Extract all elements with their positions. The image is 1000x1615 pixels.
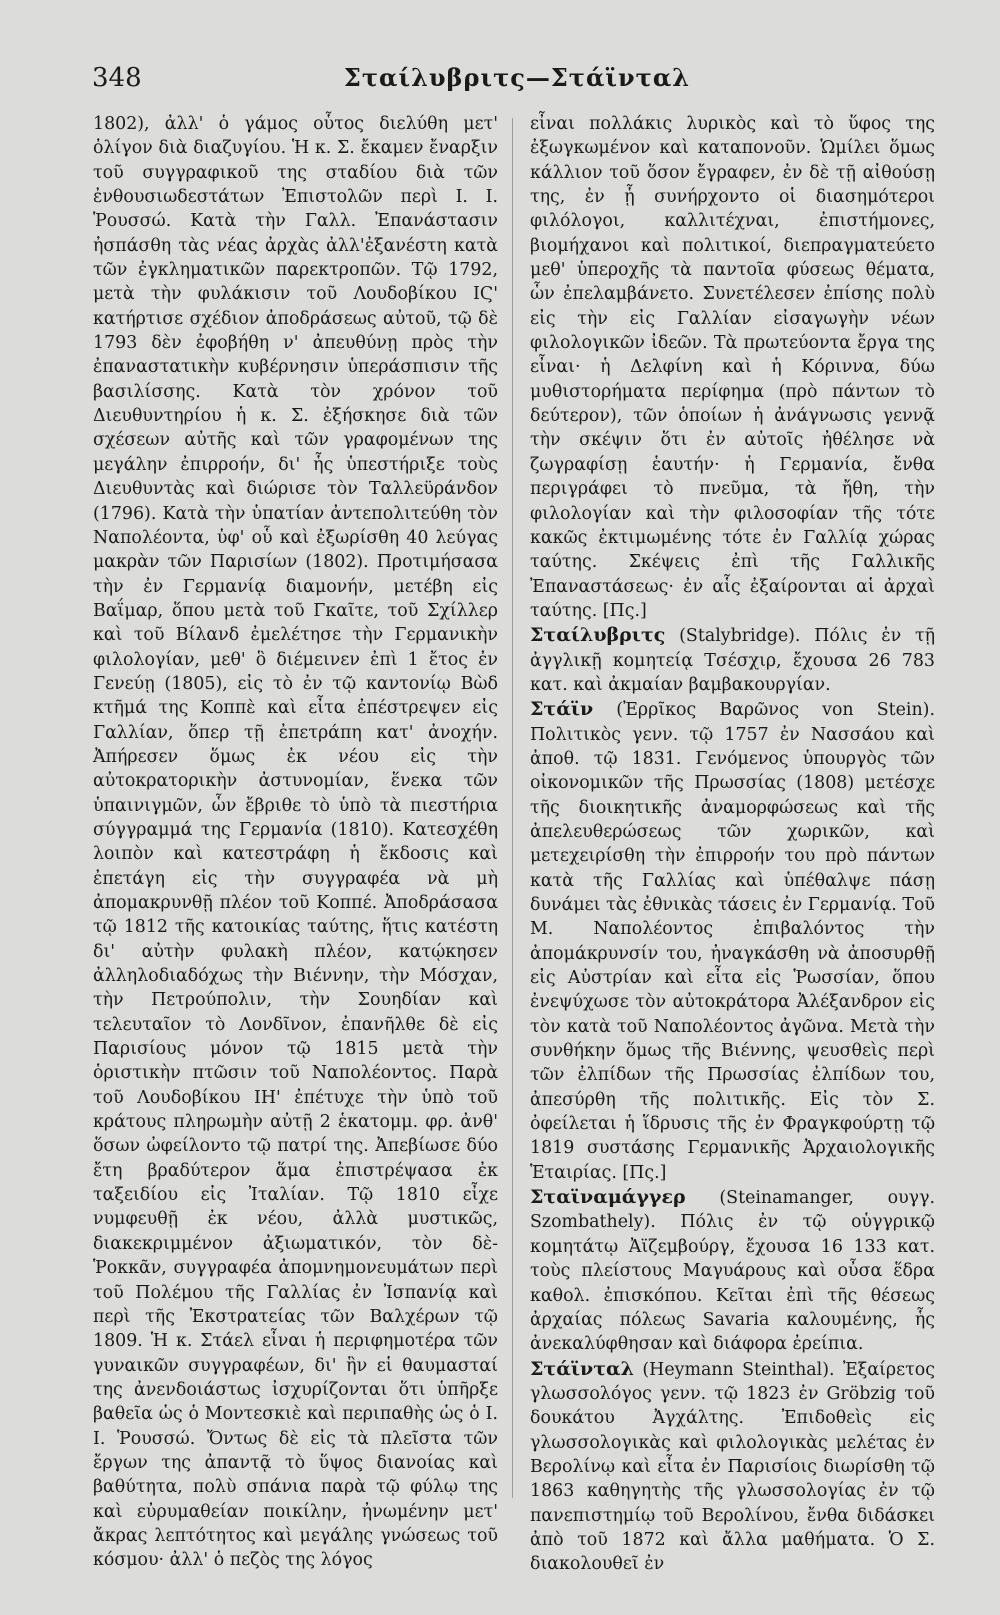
entry-text: (Stalybridge). Πόλις ἐν τῇ ἀγγλικῇ κομητείᾳ Τσέσχιρ, ἔχουσα 26 783 κατ. καὶ ἀκμαίαν βαμβακουργίαν. bbox=[530, 626, 935, 695]
entry-headword: Σταϊναμάγγερ bbox=[530, 1186, 686, 1209]
page-header bbox=[92, 58, 942, 98]
entry-text: (Ἐρρῖκος Βαρῶνος von Stein). Πολιτικὸς γενν. τῷ 1757 ἐν Νασσάου καὶ ἀποθ. τῷ 1831. Γενόμενος ὑπουργὸς τῶν οἰκονομικῶν τῆς Πρωσσίας (1808) μετέσχε τῆς διοικητικῆς ἀναμορφώσεως καὶ τῆς ἀπελευθερώσεως τῶν χωρικῶν, καὶ μετεχειρίσθη τὴν ἐπιρροήν του πρὸ πάντων κατὰ τῆς Γαλλίας καὶ ὑπέθαλψε πάσῃ δυνάμει τὰς ἐθνικὰς τάσεις ἐν Γερμανίᾳ. Τοῦ Μ. Ναπολέοντος ἐπιβαλόντος τὴν ἀπομάκρυνσίν του, ἠναγκάσθη νὰ ἀποσυρθῇ εἰς Αὐστρίαν καὶ εἶτα εἰς Ῥωσσίαν, ὅπου ἐνεψύχωσε τὸν αὐτοκράτορα Ἀλέξανδρον εἰς τὸν κατὰ τοῦ Ναπολέοντος ἀγῶνα. Μετὰ τὴν συνθήκην ὅμως τῆς Βιέννης, ψευσθεὶς περὶ τῶν ἐλπίδων τῆς Πρωσσίας ἐλπίδων του, ἀπεσύρθη τῆς πολιτικῆς. Εἰς τὸν Σ. ὀφείλεται ἡ ἵδρυσις τῆς ἐν Φραγκφούρτῃ τῷ 1819 συστάσης Γερμανικῆς Ἀρχαιολογικῆς Ἑταιρίας. [Πς.] bbox=[530, 700, 935, 1183]
entry-steinamanger bbox=[530, 1185, 935, 1356]
column-divider bbox=[512, 118, 513, 1498]
entry-stein bbox=[530, 697, 935, 1185]
entry-stalybridge bbox=[530, 623, 935, 697]
entry-headword: Στάϊνταλ bbox=[530, 1357, 634, 1380]
entry-steinthal bbox=[530, 1357, 935, 1577]
entry-headword: Στάϊν bbox=[530, 698, 594, 721]
entry-headword: Σταίλυβριτς bbox=[530, 624, 666, 647]
entry-text: (Steinamanger, ουγγ. Szombathely). Πόλις ἐν τῷ οὑγγρικῷ κομητάτῳ Ἀϊζεμβούργ, ἔχουσα 16 133 κατ. τοὺς πλείστους Μαγυάρους καὶ οὖσα ἕδρα καθολ. ἐπισκόπου. Κεῖται ἐπὶ τῆς θέσεως ἀρχαίας πόλεως Savaria καλουμένης, ἧς ἀνεκαλύφθησαν καὶ διάφορα ἐρείπια. bbox=[530, 1188, 935, 1355]
entry-text: (Heymann Steinthal). Ἐξαίρετος γλωσσολόγος γενν. τῷ 1823 ἐν Gröbzig τοῦ δουκάτου Ἀγχάλτης. Ἐπιδοθεὶς εἰς γλωσσολογικὰς καὶ φιλολογικὰς μελέτας ἐν Βερολίνῳ καὶ εἶτα ἐν Παρισίοις διωρίσθη τῷ 1863 καθηγητὴς τῆς γλωσσολογίας ἐν τῷ πανεπιστημίῳ τοῦ Βερολίνου, ἔνθα διδάσκει ἀπὸ τοῦ 1872 καὶ ἄλλα μαθήματα. Ὁ Σ. διακολουθεῖ ἐν bbox=[530, 1359, 935, 1575]
page-number: 348 bbox=[92, 63, 142, 93]
right-column-continuation: εἶναι πολλάκις λυρικὸς καὶ τὸ ὕφος της ἐξωγκωμένον καὶ καταπονοῦν. Ὡμίλει ὅμως κάλλιον τοῦ ὅσον ἔγραφεν, ἐν δὲ τῇ αἰθούσῃ της, ἐν ᾗ συνήρχοντο οἱ διασημότεροι φιλόλογοι, καλλιτέχναι, ἐπιστήμονες, βιομήχανοι καὶ πολιτικοί, διεπραγματεύετο μεθ' ὑπεροχῆς τὰ παντοῖα φύσεως θέματα, ὧν ἐπελαμβάνετο. Συνετέλεσεν ἐπίσης πολὺ εἰς τὴν εἰς Γαλλίαν εἰσαγωγὴν νέων φιλολογικῶν ἰδεῶν. Τὰ πρωτεύοντα ἔργα της εἶναι· ἡ Δελφίνη καὶ ἡ Κόριννα, δύω μυθιστορήματα περίφημα (πρὸ πάντων τὸ δεύτερον), τῶν ὁποίων ἡ ἀνάγνωσις γεννᾷ τὴν σκέψιν ὅτι ἐν αὐτοῖς ἠθέλησε νὰ ζωγραφίσῃ ἑαυτήν· ἡ Γερμανία, ἔνθα περιγράφει τὸ πνεῦμα, τὰ ἤθη, τὴν φιλολογίαν καὶ τὴν φιλοσοφίαν τῆς τότε κακῶς ἐκτιμωμένης τότε ἐν Γαλλίᾳ χώρας ταύτης. Σκέψεις ἐπὶ τῆς Γαλλικῆς Ἐπαναστάσεως· ἐν αἷς ἐξαίρονται αἱ ἀρχαὶ ταύτης. [Πς.] bbox=[530, 114, 935, 621]
left-column-text: 1802), ἀλλ' ὁ γάμος οὗτος διελύθη μετ' ὀλίγον διὰ διαζυγίου. Ἡ κ. Σ. ἔκαμεν ἔναρξιν τοῦ συγγραφικοῦ της σταδίου διὰ τῶν ἐνθουσιωδεστάτων Ἐπιστολῶν περὶ Ι. Ι. Ῥουσσώ. Κατὰ τὴν Γαλλ. Ἐπανάστασιν ἠσπάσθη τὰς νέας ἀρχὰς ἀλλ'ἐξανέστη κατὰ τῶν ἐγκληματικῶν παρεκτροπῶν. Τῷ 1792, μετὰ τὴν φυλάκισιν τοῦ Λουδοβίκου ΙϚ' κατήρτισε σχέδιον ἀποδράσεως αὐτοῦ, τῷ δὲ 1793 δὲν ἐφοβήθη ν' ἀπευθύνῃ πρὸς τὴν ἐπαναστατικὴν κυβέρνησιν ὑπεράσπισιν τῆς βασιλίσσης. Κατὰ τὸν χρόνον τοῦ Διευθυντηρίου ἡ κ. Σ. ἐξήσκησε διὰ τῶν σχέσεων αὐτῆς καὶ τῶν γραφομένων της μεγάλην ἐπιρροήν, δι' ἧς ὑπεστήριξε τοὺς Διευθυντὰς καὶ διώρισε τὸν Ταλλεϋράνδον (1796). Κατὰ τὴν ὑπατίαν ἀντεπολιτεύθη τὸν Ναπολέοντα, ὑφ' οὗ καὶ ἐξωρίσθη 40 λεύγας μακρὰν τῶν Παρισίων (1802). Προτιμήσασα τὴν ἐν Γερμανίᾳ διαμονήν, μετέβη εἰς Βαΐμαρ, ὅπου μετὰ τοῦ Γκαῖτε, τοῦ Σχίλλερ καὶ τοῦ Βίλανδ ἐμελέτησε τὴν Γερμανικὴν φιλολογίαν, μεθ' ὃ διέμεινεν ἐπὶ 1 ἔτος ἐν Γενεύῃ (1805), εἰς τὸ ἐν τῷ καντονίῳ Βὼδ κτῆμά της Κοππὲ καὶ εἶτα ἐπέστρεψεν εἰς Γαλλίαν, ὅπερ τῇ ἐπετράπη κατ' ἀνοχήν. Ἀπήρεσεν ὅμως ἐκ νέου εἰς τὴν αὐτοκρατορικὴν ἀστυνομίαν, ἕνεκα τῶν ὑπαινιγμῶν, ὧν ἔβριθε τὸ ὑπὸ τὰ πιεστήρια σύγγραμμά της Γερμανία (1810). Κατεσχέθη λοιπὸν καὶ κατεστράφη ἡ ἔκδοσις καὶ ἐπετάγη εἰς τὴν συγγραφέα νὰ μὴ ἀπομακρυνθῇ πλέον τοῦ Κοππέ. Ἀποδράσασα τῷ 1812 τῆς κατοικίας ταύτης, ἥτις κατέστη δι' αὐτὴν φυλακὴ πλέον, κατῴκησεν ἀλληλοδιαδόχως τὴν Βιέννην, τὴν Μόσχαν, τὴν Πετρούπολιν, τὴν Σουηδίαν καὶ τελευταῖον τὸ Λονδῖνον, ἐπανῆλθε δὲ εἰς Παρισίους μόνον τῷ 1815 μετὰ τὴν ὁριστικὴν πτῶσιν τοῦ Ναπολέοντος. Παρὰ τοῦ Λουδοβίκου ΙΗ' ἐπέτυχε τὴν ὑπὸ τοῦ κράτους πληρωμὴν αὐτῇ 2 ἑκατομμ. φρ. ἀνθ' ὅσων ὠφείλοντο τῷ πατρί της. Ἀπεβίωσε δύο ἔτη βραδύτερον ἅμα ἐπιστρέψασα ἐκ ταξειδίου εἰς Ἰταλίαν. Τῷ 1810 εἶχε νυμφευθῇ ἐκ νέου, ἀλλὰ μυστικῶς, διακεκριμμένον ἀξιωματικόν, τὸν δὲ-Ῥοκκᾶν, συγγραφέα ἀπομνημονευμάτων περὶ τοῦ Πολέμου τῆς Γαλλίας ἐν Ἰσπανίᾳ καὶ περὶ τῆς Ἐκστρατείας τῶν Βαλχέρων τῷ 1809. Ἡ κ. Στάελ εἶναι ἡ περιφημοτέρα τῶν γυναικῶν συγγραφέων, δι' ἣν εἱ θαυμασταί της ἀνενδοιάστως ἰσχυρίζονται ὅτι ὑπῆρξε βαθεῖα ὡς ὁ Μοντεσκιὲ καὶ περιπαθὴς ὡς ὁ Ι. Ι. Ῥουσσώ. Ὄντως δὲ εἰς τὰ πλεῖστα τῶν ἔργων της ἀπαντᾷ τὸ ὕψος διανοίας καὶ βαθύτητα, πολὺ σπάνια παρὰ τῷ φύλῳ της καὶ εὐρυμαθείαν ποικίλην, ἠνωμένην μετ' ἄκρας λεπτότητος καὶ μεγάλης γνώσεως τοῦ κόσμου· ἀλλ' ὁ πεζὸς της λόγος bbox=[93, 114, 498, 1571]
right-column bbox=[530, 112, 935, 1577]
left-column bbox=[93, 112, 498, 1573]
running-title: Σταίλυβριτς—Στάϊνταλ bbox=[343, 63, 691, 92]
